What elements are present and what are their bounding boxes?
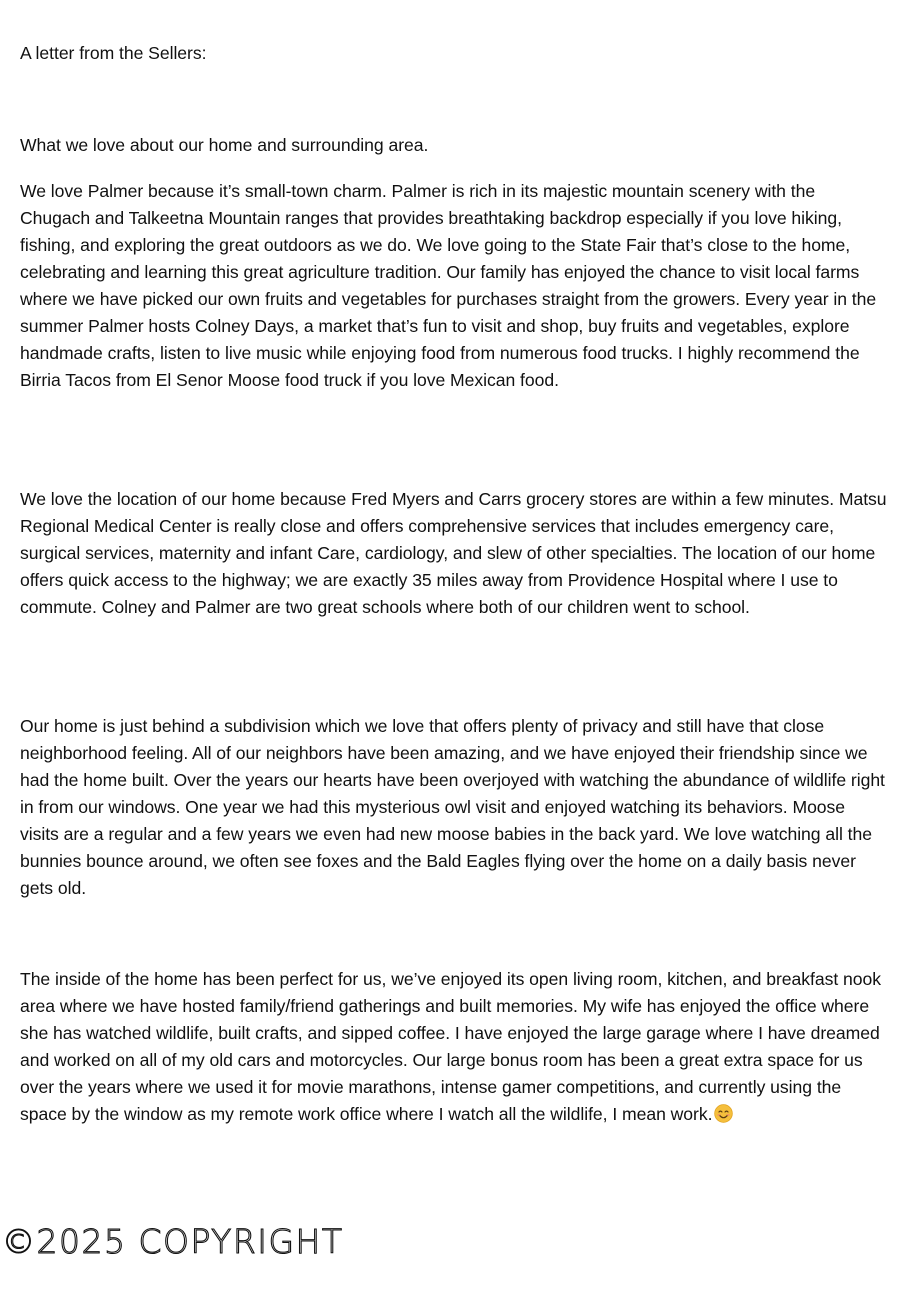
copyright-watermark: ©2025 COPYRIGHT — [2, 1222, 344, 1261]
paragraph-text: We love the location of our home because Fred Myers and Carrs grocery stores are within a few minutes. Matsu Regional Medical Center is really close and offers comprehensive services that includes emergency care, surgical services, maternity and infant Care, cardiology, and slew of other specialties. The location of our home offers quick access to the highway; we are exactly 35 miles away from Providence Hospital where I use to commute. Colney and Palmer are two great schools where both of our children went to school. — [20, 489, 887, 617]
letter-heading: A letter from the Sellers: — [20, 43, 207, 63]
paragraph-neighborhood — [20, 713, 888, 902]
paragraph-location — [20, 486, 888, 621]
paragraph-text: Our home is just behind a subdivision which we love that offers plenty of privacy and still have that close neighborhood feeling. All of our neighbors have been amazing, and we have enjoyed their friendship since we had the home built. Over the years our hearts have been overjoyed with watching the abundance of wildlife right in from our windows. One year we had this mysterious owl visit and enjoyed watching its behaviors. Moose visits are a regular and a few years we even had new moose babies in the back yard. We love watching all the bunnies bounce around, we often see foxes and the Bald Eagles flying over the home on a daily basis never gets old. — [20, 716, 885, 898]
letter-subheading: What we love about our home and surrounding area. — [20, 135, 429, 155]
smiling-face-icon — [714, 1104, 733, 1123]
paragraph-text: We love Palmer because it’s small-town charm. Palmer is rich in its majestic mountain scenery with the Chugach and Talkeetna Mountain ranges that provides breathtaking backdrop especially if you love hiking, fishing, and exploring the great outdoors as we do. We love going to the State Fair that’s close to the home, celebrating and learning this great agriculture tradition. Our family has enjoyed the chance to visit local farms where we have picked our own fruits and vegetables for purchases straight from the growers. Every year in the summer Palmer hosts Colney Days, a market that’s fun to visit and shop, buy fruits and vegetables, explore handmade crafts, listen to live music while enjoying food from numerous food trucks. I highly recommend the Birria Tacos from El Senor Moose food truck if you love Mexican food. — [20, 181, 877, 390]
paragraph-interior — [20, 966, 888, 1128]
paragraph-text: The inside of the home has been perfect for us, we’ve enjoyed its open living room, kitchen, and breakfast nook area where we have hosted family/friend gatherings and built memories. My wife has enjoyed the office where she has watched wildlife, built crafts, and sipped coffee. I have enjoyed the large garage where I have dreamed and worked on all of my old cars and motorcycles. Our large bonus room has been a great extra space for us over the years where we used it for movie marathons, intense gamer competitions, and currently using the space by the window as my remote work office where I watch all the wildlife, I mean work. — [20, 969, 881, 1124]
paragraph-palmer — [20, 178, 888, 394]
